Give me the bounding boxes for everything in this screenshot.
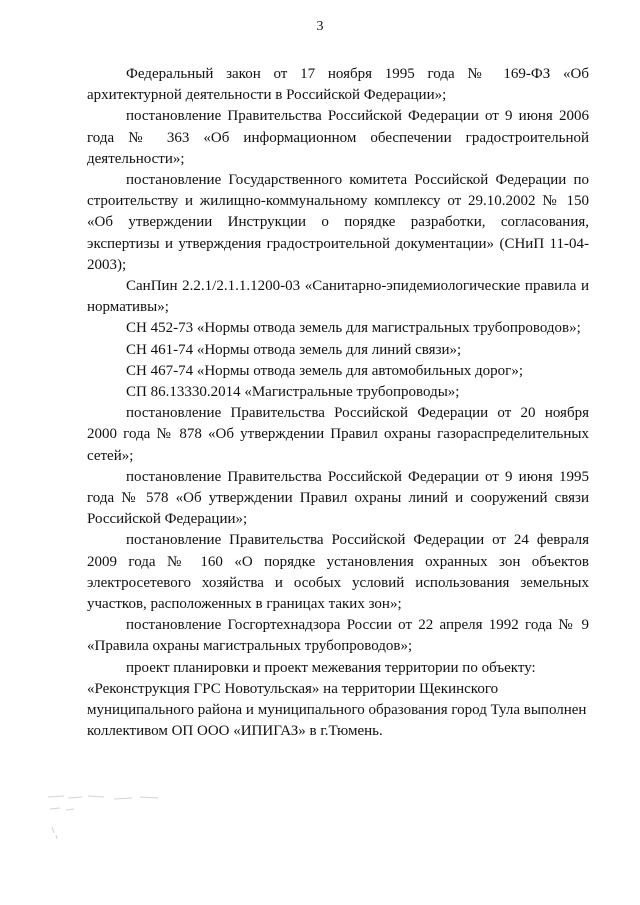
paragraph-sn-452-73: СН 452-73 «Нормы отвода земель для магистральных трубопроводов»; [126, 320, 581, 337]
paragraph-gosgortekhnadzor-9: постановление Госгортехнадзора России от 22 апреля 1992 года № 9 «Правила охраны магистральных трубопроводов»; [87, 617, 589, 655]
paragraph-sn-467-74: СН 467-74 «Нормы отвода земель для автомобильных дорог»; [126, 362, 524, 379]
paragraph-decree-878: постановление Правительства Российской Федерации от 20 ноября 2000 года № 878 «Об утверждении Правил охраны газораспределительных сетей»; [87, 405, 589, 464]
paragraph-decree-160: постановление Правительства Российской Федерации от 24 февраля 2009 года № 160 «О порядке установления охранных зон объектов электросетевого хозяйства и особых условий использования земельных участков, расположенных в границах таких зон»; [87, 532, 589, 613]
paragraph-decree-363: постановление Правительства Российской Федерации от 9 июня 2006 года № 363 «Об информационном обеспечении градостроительной деятельности»; [87, 108, 589, 167]
page-number: 3 [316, 19, 324, 34]
paragraph-decree-578: постановление Правительства Российской Федерации от 9 июня 1995 года № 578 «Об утверждении Правил охраны линий и сооружений связи Российской Федерации»; [87, 468, 589, 528]
paragraph-sanpin: СанПин 2.2.1/2.1.1.1200-03 «Санитарно-эпидемиологические правила и нормативы»; [87, 278, 589, 316]
scan-smudge [44, 787, 204, 847]
paragraph-sn-461-74: СН 461-74 «Нормы отвода земель для линий связи»; [126, 341, 462, 358]
document-body [87, 64, 589, 743]
paragraph-project-statement: проект планировки и проект межевания территории по объекту: «Реконструкция ГРС Новотульская» на территории Щекинского муниципального района и муниципального образования город Тула выполнен коллективом ОП ООО «ИПИГАЗ» в г.Тюмень. [87, 659, 587, 740]
paragraph-federal-law-169: Федеральный закон от 17 ноября 1995 года № 169-ФЗ «Об архитектурной деятельности в Российской Федерации»; [87, 66, 589, 104]
paragraph-snip-11-04: постановление Государственного комитета Российской Федерации по строительству и жилищно-коммунальному комплексу от 29.10.2002 № 150 «Об утверждении Инструкции о порядке разработки, согласования, экспертизы и утверждения градостроительной документации» (СНиП 11-04-2003); [87, 172, 589, 273]
paragraph-sp-86: СП 86.13330.2014 «Магистральные трубопроводы»; [126, 384, 460, 401]
